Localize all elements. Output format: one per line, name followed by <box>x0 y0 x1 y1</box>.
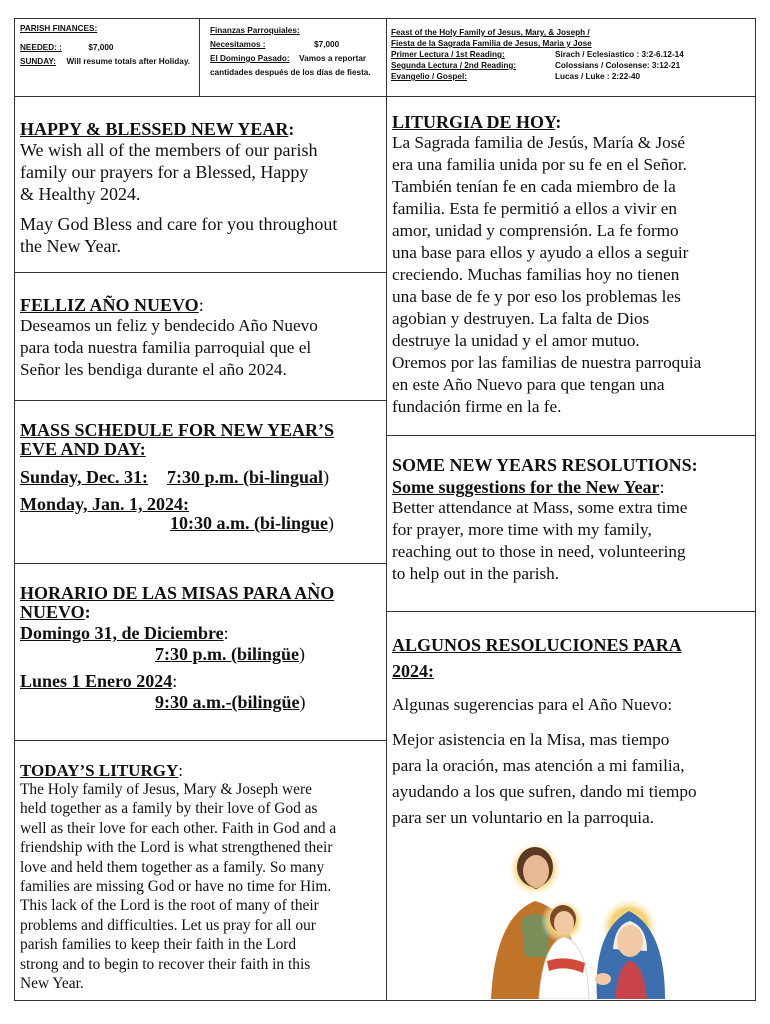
resolutions-es-heading-1: ALGUNOS RESOLUCIONES PARA <box>392 635 682 655</box>
new-year-en-line-3: & Healthy 2024. <box>20 184 141 204</box>
gospel-label: Evangelio / Gospel: <box>391 72 467 81</box>
domingo-row <box>210 53 371 64</box>
sunday-label: SUNDAY: <box>20 57 56 66</box>
second-reading-value: Colossians / Colosense: 3:12-21 <box>555 61 681 70</box>
liturgy-en-heading: TODAY’S LITURGY: <box>20 761 183 780</box>
holy-family-image <box>443 839 695 999</box>
finances-es-box <box>210 25 371 78</box>
new-year-es-heading: FELLIZ AÑO NUEVO: <box>20 295 204 315</box>
resolutions-en-line: to help out in the parish. <box>392 564 560 583</box>
second-reading-label: Segunda Lectura / 2nd Reading: <box>391 61 517 70</box>
resolutions-es-heading-2: 2024: <box>392 661 434 681</box>
finances-en-title: PARISH FINANCES: <box>20 24 98 33</box>
gospel-row <box>391 71 751 82</box>
liturgy-es-line: La Sagrada familia de Jesús, María & José <box>392 133 686 152</box>
mass-es-sunday-row: Domingo 31, de Diciembre: <box>20 623 229 643</box>
liturgy-en-line: held together as a family by their love of God as <box>20 800 318 818</box>
liturgy-es-line: destruye la unidad y el amor mutuo. <box>392 331 640 350</box>
liturgy-es-heading: LITURGIA DE HOY: <box>392 112 562 132</box>
resolutions-es-intro: Algunas sugerencias para el Año Nuevo: <box>392 695 673 714</box>
new-year-es-line-1: Deseamos un feliz y bendecido Año Nuevo <box>20 316 318 335</box>
liturgy-es-line: era una familia unida por su fe en el Señor. <box>392 155 687 174</box>
resolutions-en-line: Better attendance at Mass, some extra time <box>392 498 688 517</box>
sunday-row <box>20 56 190 67</box>
header-divider <box>15 96 755 97</box>
new-year-en-line-2: family our prayers for a Blessed, Happy <box>20 162 309 182</box>
mass-es-heading-2: NUEVO: <box>20 602 91 622</box>
mass-en-section <box>20 421 382 533</box>
second-reading-row <box>391 60 751 71</box>
liturgy-es-line: creciendo. Muchas familias hoy no tienen <box>392 265 680 284</box>
left-divider-4 <box>15 740 386 741</box>
finances-en-box <box>20 23 190 67</box>
liturgy-es-section <box>392 113 754 418</box>
resolutions-en-subheading: Some suggestions for the New Year: <box>392 477 665 497</box>
resolutions-es-section <box>392 636 754 831</box>
liturgy-en-line: strong and to begin to recover their faith in this <box>20 955 311 973</box>
mass-es-heading-1: HORARIO DE LAS MISAS PARA AǸO <box>20 583 335 603</box>
column-divider <box>386 19 387 1000</box>
mass-es-sunday-time: 7:30 p.m. (bilingüe) <box>155 644 306 664</box>
resolutions-es-line: ayudando a los que sufren, dando mi tiempo <box>392 782 697 801</box>
mass-en-monday-time: 10:30 a.m. (bi-lingue) <box>170 513 335 533</box>
first-reading-row <box>391 49 751 60</box>
liturgy-en-line: love and held them together as a family. So many <box>20 858 325 876</box>
jesus-face <box>554 911 574 935</box>
liturgy-es-line: familia. Esta fe permitió a ellos a vivir en <box>392 199 677 218</box>
holy-family-illustration <box>443 839 695 999</box>
bulletin-page <box>14 18 756 1001</box>
domingo-label: El Domingo Pasado: <box>210 54 290 63</box>
liturgy-es-line: una base de fe y por eso los problemas les <box>392 287 681 306</box>
liturgy-es-line: una base para ellos y ayudo a ellos a seguir <box>392 243 689 262</box>
liturgy-es-line: fundación firme en la fe. <box>392 397 562 416</box>
mass-en-sunday-row: Sunday, Dec. 31: 7:30 p.m. (bi-lingual) <box>20 467 330 487</box>
new-year-en-para2-line-1: May God Bless and care for you throughout <box>20 214 338 234</box>
needed-label: NEEDED: : <box>20 43 62 52</box>
liturgy-es-line: Oremos por las familias de nuestra parroquia <box>392 353 702 372</box>
liturgy-en-line: The Holy family of Jesus, Mary & Joseph were <box>20 781 312 798</box>
liturgy-en-line: parish families to keep their faith in the Lord <box>20 936 297 954</box>
mass-es-section <box>20 584 382 712</box>
mass-es-monday-time: 9:30 a.m.-(bilingüe) <box>155 692 306 712</box>
first-reading-value: Sirach / Eclesiastico : 3:2-6.12-14 <box>555 50 684 59</box>
liturgy-en-line: problems and difficulties. Let us pray for all our <box>20 916 316 934</box>
new-year-es-line-3: Señor les bendiga durante el año 2024. <box>20 360 287 379</box>
gospel-value: Lucas / Luke : 2:22-40 <box>555 72 641 81</box>
new-year-en-line-1: We wish all of the members of our parish <box>20 140 318 160</box>
right-divider-1 <box>386 435 755 436</box>
resolutions-en-line: for prayer, more time with my family, <box>392 520 652 539</box>
resolutions-en-section <box>392 456 754 585</box>
liturgy-es-line: agobian y destruyen. La falta de Dios <box>392 309 650 328</box>
liturgy-en-line: New Year. <box>20 975 84 993</box>
mary-face <box>617 925 643 957</box>
liturgy-en-section <box>20 761 384 993</box>
joseph-face <box>523 855 549 887</box>
left-divider-2 <box>15 400 386 401</box>
header-divider-1 <box>199 19 200 96</box>
new-year-es-section <box>20 296 382 381</box>
necesitamos-label: Necesitamos : <box>210 40 266 49</box>
domingo-text-2: cantidades después de los días de fiesta. <box>210 68 371 77</box>
liturgy-en-line: families are missing God or have no time for Him. <box>20 878 332 896</box>
mary-hand <box>595 973 611 985</box>
left-divider-3 <box>15 563 386 564</box>
left-divider-1 <box>15 272 386 273</box>
new-year-en-section <box>20 120 382 257</box>
liturgy-es-line: amor, unidad y comprensión. La fe formo <box>392 221 679 240</box>
new-year-es-line-2: para toda nuestra familia parroquial que el <box>20 338 312 357</box>
finances-es-title: Finanzas Parroquiales: <box>210 26 300 35</box>
right-divider-2 <box>386 611 755 612</box>
resolutions-es-line: para la oración, mas atención a mi familia, <box>392 756 685 775</box>
domingo-text-1: Vamos a reportar <box>299 54 367 63</box>
liturgy-en-line: friendship with the Lord is what strengthened their <box>20 839 333 857</box>
necesitamos-value: $7,000 <box>314 40 340 49</box>
resolutions-en-line: reaching out to those in need, volunteering <box>392 542 686 561</box>
liturgy-es-line: También tenían fe en cada miembro de la <box>392 177 676 196</box>
sunday-text: Will resume totals after Holiday. <box>66 57 191 66</box>
necesitamos-row <box>210 39 371 50</box>
first-reading-label: Primer Lectura / 1st Reading: <box>391 50 505 59</box>
feast-title-1: Feast of the Holy Family of Jesus, Mary, & Joseph / <box>391 28 590 37</box>
needed-row <box>20 42 190 53</box>
resolutions-es-line: para ser un voluntario en la parroquia. <box>392 808 655 827</box>
mass-es-monday-row: Lunes 1 Enero 2024: <box>20 671 178 691</box>
mass-en-monday-row: Monday, Jan. 1, 2024: <box>20 494 190 514</box>
resolutions-en-heading: SOME NEW YEARS RESOLUTIONS: <box>392 455 698 475</box>
mass-en-heading-2: EVE AND DAY: <box>20 439 146 459</box>
liturgy-en-line: This lack of the Lord is the root of many of their <box>20 897 319 915</box>
new-year-en-para2-line-2: the New Year. <box>20 236 121 256</box>
needed-value: $7,000 <box>88 43 114 52</box>
liturgy-en-line: well as their love for each other. Faith in God and a <box>20 819 337 837</box>
mass-en-heading-1: MASS SCHEDULE FOR NEW YEAR’S <box>20 420 335 440</box>
feast-title-2: Fiesta de la Sagrada Familia de Jesus, Maria y Jose <box>391 39 592 48</box>
resolutions-es-line: Mejor asistencia en la Misa, mas tiempo <box>392 730 670 749</box>
feast-box <box>391 27 751 82</box>
liturgy-es-line: en este Año Nuevo para que tengan una <box>392 375 665 394</box>
new-year-en-heading: HAPPY & BLESSED NEW YEAR: <box>20 119 295 139</box>
